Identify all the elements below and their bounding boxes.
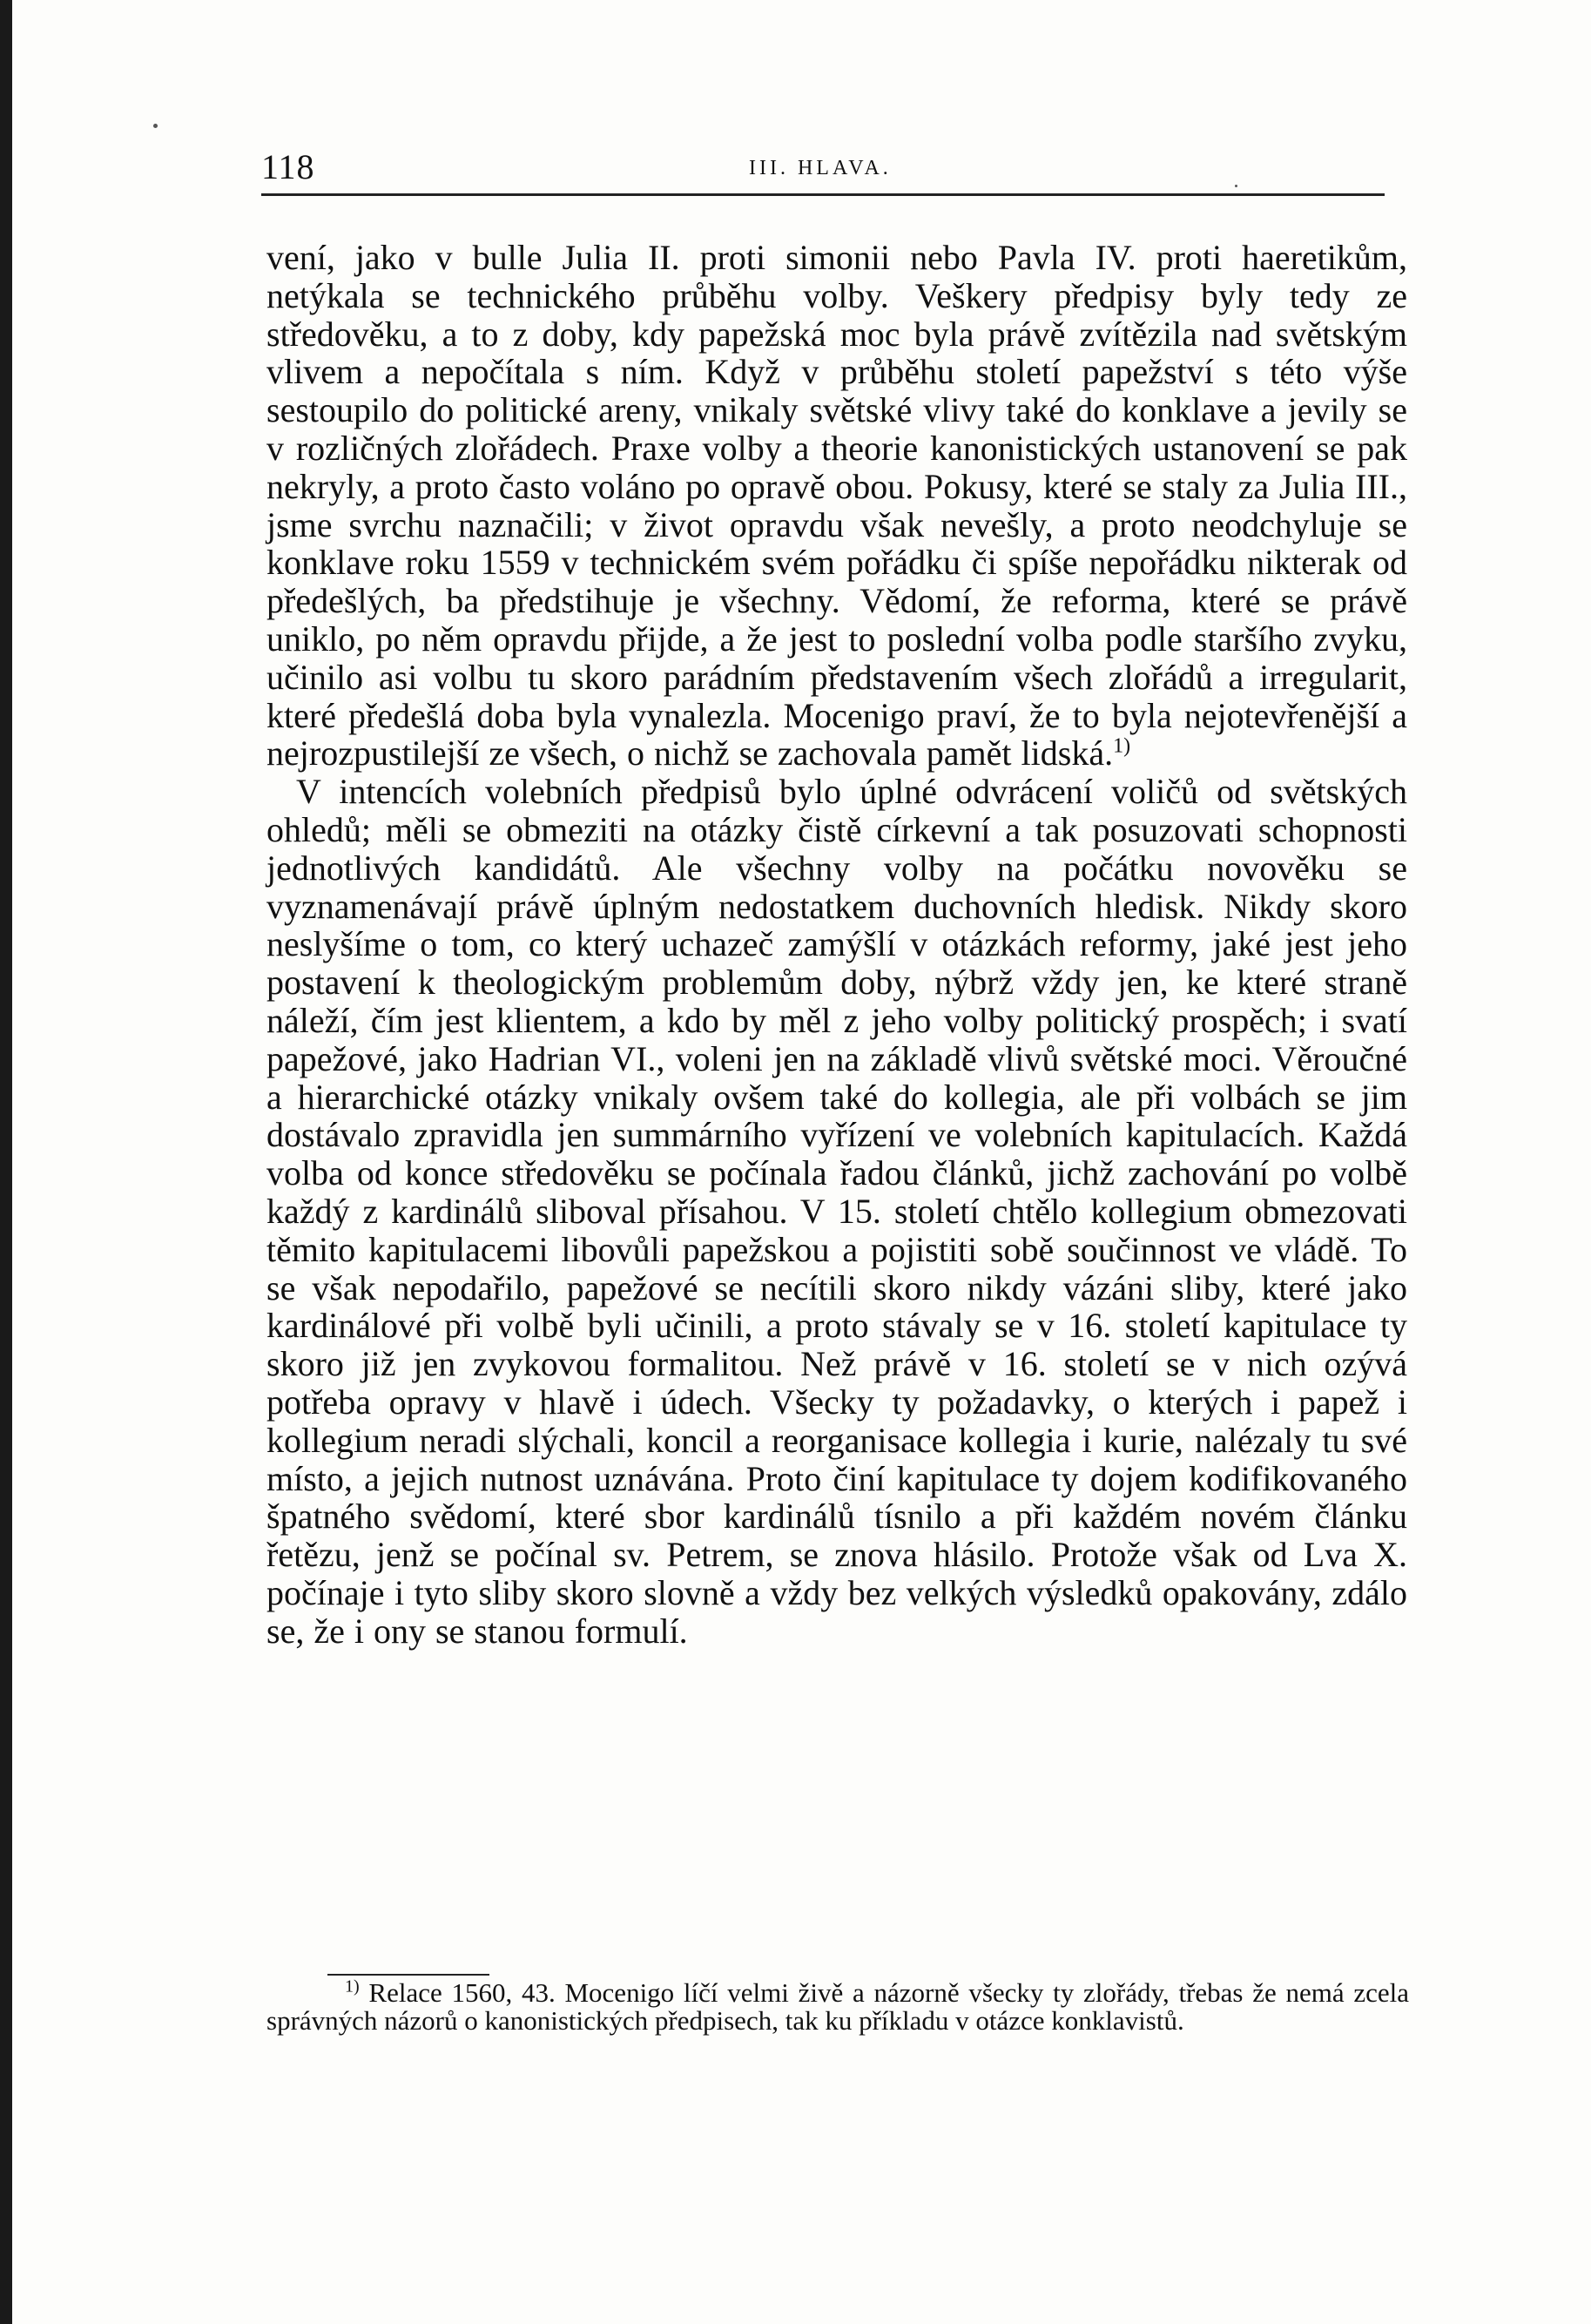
paragraph: V intencích volebních předpisů bylo úplné odvrácení voličů od světských ohledů; měli se obmeziti na otázky čistě církevní a tak posuzovati schopnosti jednotlivých kandidátů. Ale všechny volby na počátku novověku se vyznamenávají právě úplným nedostatkem duchovních hledisk. Nikdy skoro neslyšíme o tom, co který uchazeč zamýšlí v otázkách reformy, jaké jest jeho postavení k theologickým problemům doby, nýbrž vždy jen, ke které straně náleží, čím jest klientem, a kdo by měl z jeho volby politický prospěch; i svatí papežové, jako Hadrian VI., voleni jen na základě vlivů světské moci. Věroučné a hierarchické otázky vnikaly ovšem také do kollegia, ale při volbách se jim dostávalo zpravidla jen summárního vyřízení ve volebních kapitulacích. Každá volba od konce středověku se počínala řadou článků, jichž zachování po volbě každý z kardinálů sliboval přísahou. V 15. století chtělo kollegium obmezovati těmito kapitulacemi libovůli papežskou a pojistiti sobě součinnost ve vládě. To se však nepodařilo, papežové se necítili skoro nikdy vázáni sliby, které jako kardinálové při volbě byli učinili, a proto stávaly se v 16. století kapitulace ty skoro již jen zvykovou formalitou. Než právě v 16. století se v nich ozývá potřeba opravy v hlavě i údech. Všecky ty požadavky, o kterých i papež i kollegium neradi slýchali, koncil a reorganisace kollegia i kurie, nalézaly tu své místo, a jejich nutnost uznávána. Proto činí kapitulace ty dojem kodifikovaného špatného svědomí, které sbor kardinálů tísnilo a při každém novém článku řetězu, jenž se počínal sv. Petrem, se znova hlásilo. Protože však od Lva X. počínaje i tyto sliby skoro slovně a vždy bez velkých výsledků opakovány, zdálo se, že i ony se stanou formulí. xyxy=(266,772,1407,1651)
dust-speck xyxy=(1235,185,1237,187)
paragraph xyxy=(266,239,1407,773)
header-rule xyxy=(261,193,1385,196)
paragraph-text: vení, jako v bulle Julia II. proti simonii nebo Pavla IV. proti haeretikům, netýkala se technického průběhu volby. Veškery předpisy byly tedy ze středověku, a to z doby, kdy papežská moc byla právě zvítězila nad světským vlivem a nepočítala s ním. Když v průběhu století papežství s této výše sestoupilo do politické areny, vnikaly světské vlivy také do konklave a jevily se v rozličných zlořádech. Praxe volby a theorie kanonistických ustanovení se pak nekryly, a proto často voláno po opravě obou. Pokusy, které se staly za Julia III., jsme svrchu naznačili; v život opravdu však nevešly, a proto neodchyluje se konklave roku 1559 v technickém svém pořádku či spíše nepořádku nikterak od předešlých, ba předstihuje je všechny. Vědomí, že reforma, které se právě uniklo, po něm opravdu přijde, a že jest to poslední volba podle staršího zvyku, učinilo asi volbu tu skoro parádním představením všech zlořádů a irregularit, které předešlá doba byla vynalezla. Mocenigo praví, že to byla nejotevřenější a nejrozpustilejší ze všech, o nichž se zachovala pamět lidská. xyxy=(266,238,1407,774)
scan-edge xyxy=(0,0,12,2324)
footnote-mark: 1) xyxy=(345,1976,360,1996)
footnote-reference: 1) xyxy=(1113,735,1131,759)
footnote xyxy=(266,1976,1409,2036)
main-text xyxy=(266,239,1407,1650)
footnote-text: Relace 1560, 43. Mocenigo líčí velmi živě a názorně všecky ty zlořády, třebas že nemá zcela správných názorů o kanonistických předpisech, tak ku příkladu v otázce konklavistů. xyxy=(266,1977,1409,2036)
chapter-title: III. HLAVA. xyxy=(749,157,892,179)
page-number: 118 xyxy=(261,147,315,186)
footnote-indent xyxy=(266,1977,345,2008)
footnote-rule xyxy=(327,1974,489,1976)
running-head xyxy=(261,146,1385,192)
dust-speck xyxy=(153,124,158,128)
